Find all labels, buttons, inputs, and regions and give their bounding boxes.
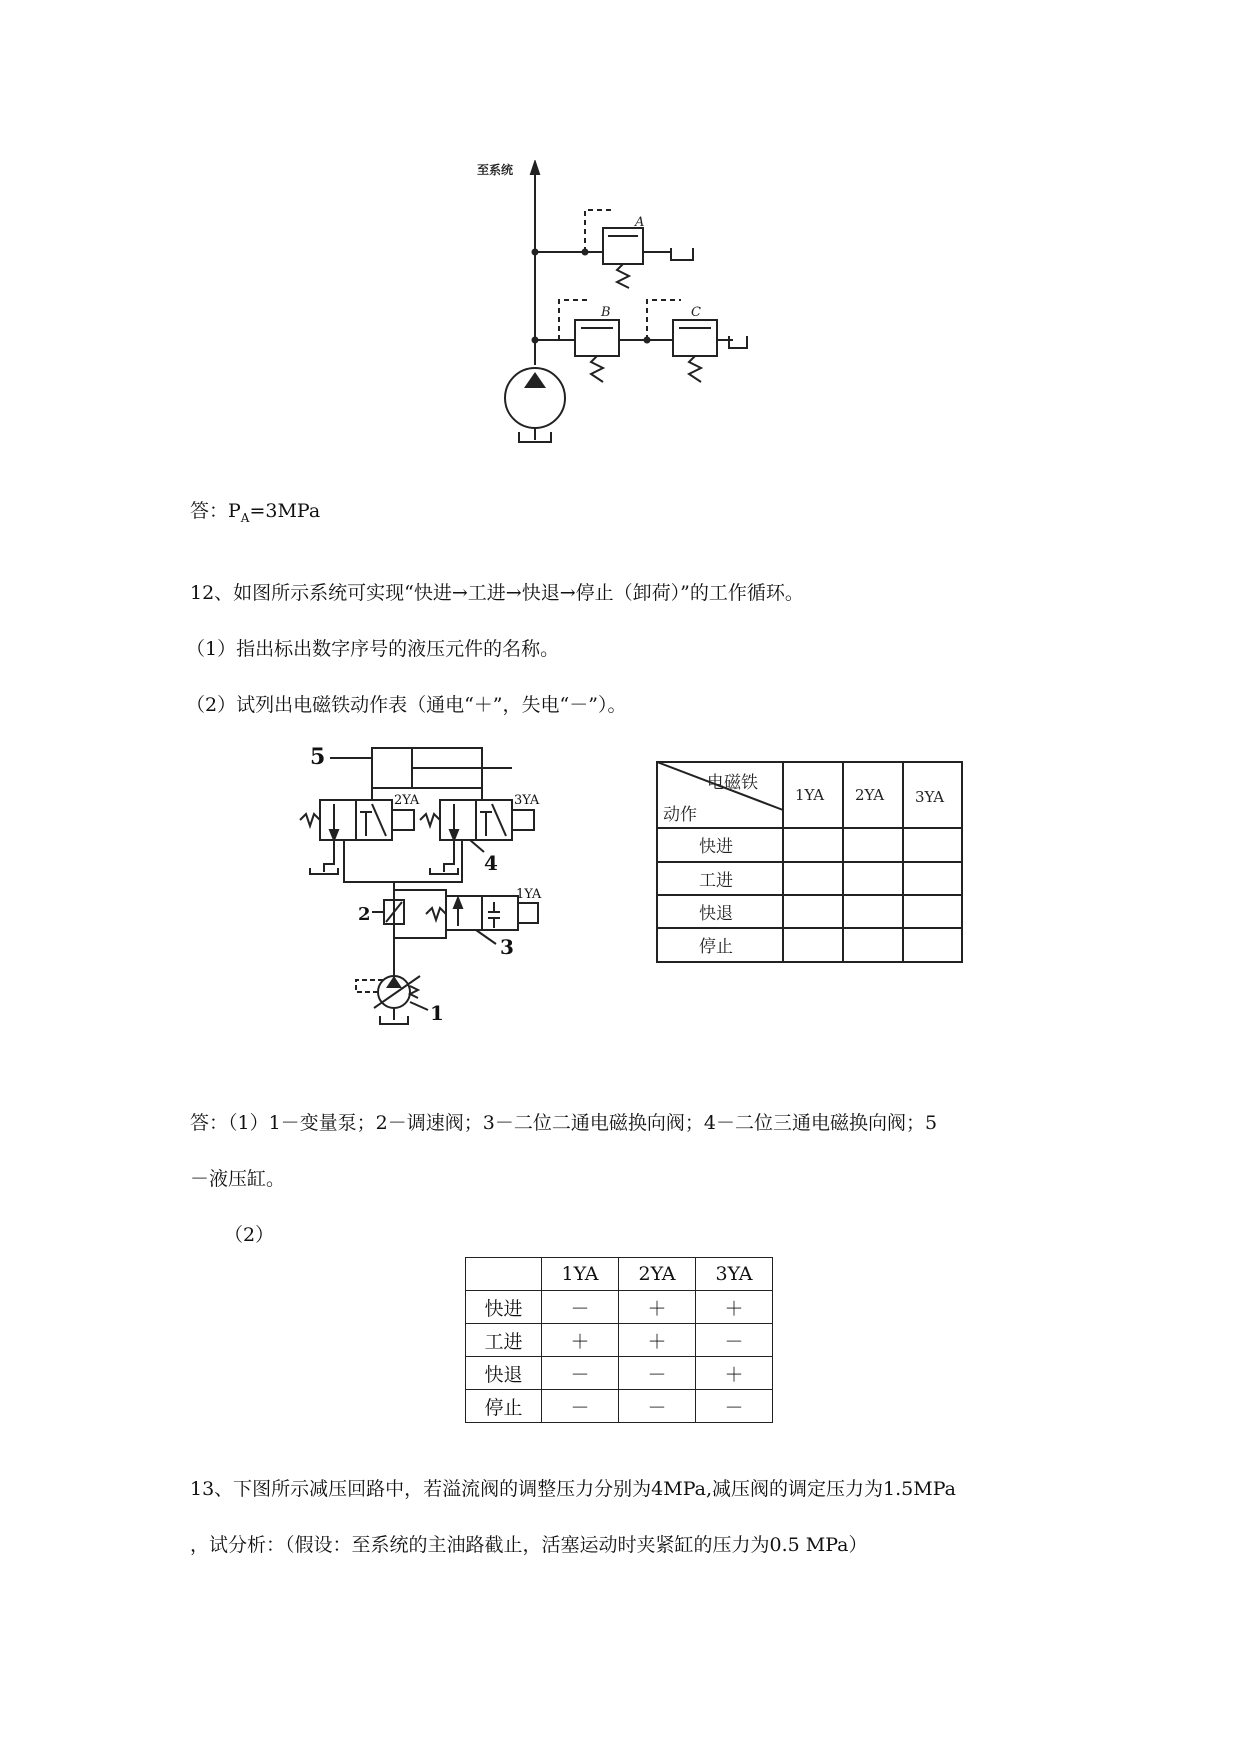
- table-cell: ＋: [696, 1357, 773, 1390]
- table-cell: ＋: [542, 1324, 619, 1357]
- solenoid-blank-table: [655, 760, 965, 970]
- table-header-cell: 1YA: [542, 1258, 619, 1291]
- table-row: [466, 1258, 773, 1291]
- blank-table-corner-bottom: 动作: [663, 805, 697, 825]
- answer-12-line1: 答：（1）1－变量泵；2－调速阀；3－二位二通电磁换向阀；4－二位三通电磁换向阀；5: [190, 1112, 938, 1134]
- table-header-cell: 3YA: [696, 1258, 773, 1291]
- table-row: [466, 1324, 773, 1357]
- table-cell: －: [542, 1291, 619, 1324]
- answer-11-subscript: A: [240, 510, 250, 525]
- solenoid-label-2ya: 2YA: [394, 793, 420, 808]
- blank-table-row-label: 停止: [699, 937, 733, 957]
- table-cell: ＋: [619, 1291, 696, 1324]
- table-row: [466, 1291, 773, 1324]
- answer-11-suffix: =3MPa: [249, 500, 321, 522]
- answer-11-prefix: 答：P: [190, 500, 241, 522]
- blank-table-row-label: 快退: [699, 904, 733, 924]
- question-13-line1: 13、下图所示减压回路中，若溢流阀的调整压力分别为4MPa,减压阀的调定压力为1.5MPa: [190, 1478, 956, 1500]
- component-number-4: 4: [484, 851, 498, 875]
- solenoid-label-1ya: 1YA: [516, 887, 542, 902]
- table-row: [466, 1390, 773, 1423]
- blank-table-header-1ya: 1YA: [795, 786, 825, 804]
- table-cell: －: [542, 1390, 619, 1423]
- question-12-part2: （2）试列出电磁铁动作表（通电“＋”，失电“－”）。: [186, 694, 627, 716]
- blank-table-header-2ya: 2YA: [855, 786, 885, 804]
- table-row-label: 工进: [466, 1324, 542, 1357]
- component-number-2: 2: [358, 904, 371, 925]
- table-cell: －: [619, 1357, 696, 1390]
- answer-12-part2-label: （2）: [224, 1224, 275, 1246]
- table-cell: ＋: [696, 1291, 773, 1324]
- blank-table-corner-top: 电磁铁: [707, 773, 758, 793]
- blank-table-row-label: 快进: [699, 837, 733, 857]
- answer-12-line2: －液压缸。: [190, 1168, 286, 1190]
- table-row-label: 停止: [466, 1390, 542, 1423]
- component-number-1: 1: [430, 1001, 444, 1025]
- figure1-top-label: 至系统: [477, 163, 514, 177]
- component-number-3: 3: [500, 935, 514, 959]
- table-cell: [466, 1258, 542, 1291]
- table-cell: －: [542, 1357, 619, 1390]
- solenoid-answer-table: [465, 1257, 773, 1423]
- blank-table-header-3ya: 3YA: [915, 788, 945, 806]
- solenoid-label-3ya: 3YA: [514, 793, 540, 808]
- component-number-5: 5: [310, 744, 326, 770]
- relief-valve-circuit-diagram: [475, 160, 755, 460]
- table-row-label: 快进: [466, 1291, 542, 1324]
- blank-table-row-label: 工进: [699, 871, 733, 891]
- table-row-label: 快退: [466, 1357, 542, 1390]
- valve-label-b: B: [601, 305, 611, 320]
- question-12-title: 12、如图所示系统可实现“快进→工进→快退→停止（卸荷）”的工作循环。: [190, 582, 804, 604]
- table-row: [466, 1357, 773, 1390]
- question-12-part1: （1）指出标出数字序号的液压元件的名称。: [186, 638, 560, 660]
- valve-label-c: C: [691, 305, 701, 320]
- question-13-line2: ，试分析：（假设：至系统的主油路截止，活塞运动时夹紧缸的压力为0.5 MPa）: [190, 1534, 868, 1556]
- table-cell: －: [696, 1324, 773, 1357]
- table-cell: －: [619, 1390, 696, 1423]
- answer-11: [190, 496, 320, 525]
- hydraulic-system-diagram: [280, 740, 630, 1070]
- table-cell: －: [696, 1390, 773, 1423]
- valve-label-a: A: [635, 215, 645, 230]
- table-cell: ＋: [619, 1324, 696, 1357]
- table-header-cell: 2YA: [619, 1258, 696, 1291]
